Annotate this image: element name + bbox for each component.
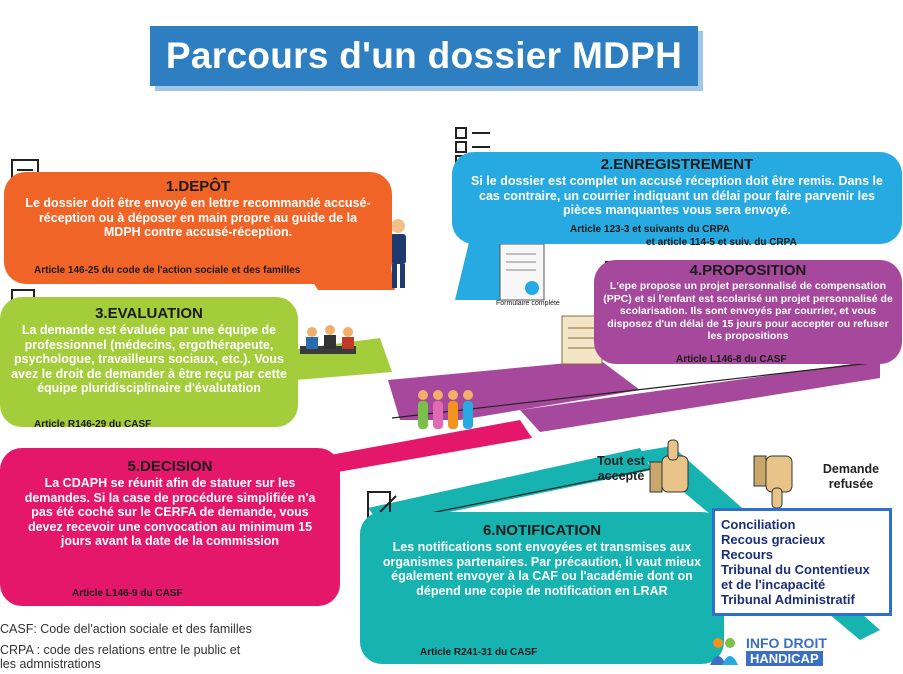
recours-item: Recours [721,547,774,562]
step-notification-title: 6.NOTIFICATION [482,522,602,539]
step-evaluation-card [0,297,298,427]
step-proposition-card [594,260,902,364]
step-evaluation-text: La demande est évaluée par une équipe de professionnel (médecins, ergothérapeute, psychologue, travailleurs sociaux, etc.). Vous avez le droit de demander à être reçu par cette équipe pluridisciplinaire d'évalutation [11,323,287,395]
outcome-accepted-label: Tout est accepté [597,454,645,483]
step-decision-title: 5.DECISION [127,458,213,475]
step-depot-reference: Article 146-25 du code de l'action sociale et des familles [34,265,301,276]
recours-item: et de l'incapacité [721,577,826,592]
thumbs-up-icon [650,440,688,492]
step-proposition-text: L'epe propose un projet personnalisé de compensation (PPC) et si l'enfant est scolarisé un projet personnalisé de scolarisation. Ils sont envoyés par courrier, et vous disposez d'un délai de 15 jours pour accepter ou refuser les propositions [603,280,893,342]
legend-casf: CASF: Code del'action sociale et des familles [0,622,252,636]
step-enregistrement-reference-1: Article 123-3 et suivants du CRPA [570,224,730,235]
step-enregistrement-reference-2: et article 114-5 et suiv. du CRPA [646,237,797,248]
outcome-refused-label: Demande refusée [822,462,880,491]
recours-item: Tribunal du Contentieux [721,562,870,577]
recours-item: Recous gracieux [721,532,826,547]
legend-crpa-line1: CRPA : code des relations entre le public et [0,643,241,657]
form-caption: Formulaire complété [496,300,560,307]
step-decision-card [0,448,340,606]
step-notification-text: Les notifications sont envoyées et transmises aux organismes partenaires. Par précaution, il vaut mieux également envoyer à la CAF ou l'académie dont on dépend une copie de notification en LRAR [382,540,702,598]
form-illustration [500,244,544,300]
step-evaluation-title: 3.EVALUATION [95,305,203,322]
logo-text-line2: HANDICAP [746,651,823,666]
meeting-figures [300,325,356,354]
step-enregistrement-title: 2.ENREGISTREMENT [600,156,754,173]
path-decision [330,420,532,472]
step-proposition-reference: Article L146-8 du CASF [676,354,787,365]
step-enregistrement-text: Si le dossier est complet un accusé réception doit être remis. Dans le cas contraire, un courrier indiquant un délai pour faire parvenir les pièces manquantes vous sera envoyé. [471,174,883,217]
step-depot-title: 1.DEPÔT [165,178,231,195]
legend-crpa-line2: les admnistrations [0,657,101,671]
page-title: Parcours d'un dossier MDPH [165,35,683,76]
step-decision-text: La CDAPH se réunit afin de statuer sur les demandes. Si la case de procédure simplifiée n'a pas été coché sur le CERFA de demande, vous devez recevoir une convocation au minimum 15 jours avant la date de la commission [24,476,316,548]
thumbs-down-icon [754,456,792,508]
title-banner [150,26,698,86]
logo-people-icon [706,633,742,669]
path-evaluation [290,338,392,380]
step-depot-text: Le dossier doit être envoyé en lettre recommandé accusé-réception ou à déposer en main propre au guide de la MDPH contre accusé-réception. [25,196,371,239]
man-figure [390,219,406,288]
info-droit-handicap-logo [706,633,846,671]
step-notification-card [360,512,724,664]
step-notification-reference: Article R241-31 du CASF [420,647,538,658]
step-evaluation-reference: Article R146-29 du CASF [34,419,152,430]
step-decision-reference: Article L146-9 du CASF [72,588,183,599]
recours-item: Tribunal Administratif [721,592,855,607]
recours-item: Conciliation [721,517,796,532]
logo-text-line1: INFO DROIT [746,635,827,651]
step-proposition-title: 4.PROPOSITION [689,262,807,279]
recours-list [712,508,892,616]
